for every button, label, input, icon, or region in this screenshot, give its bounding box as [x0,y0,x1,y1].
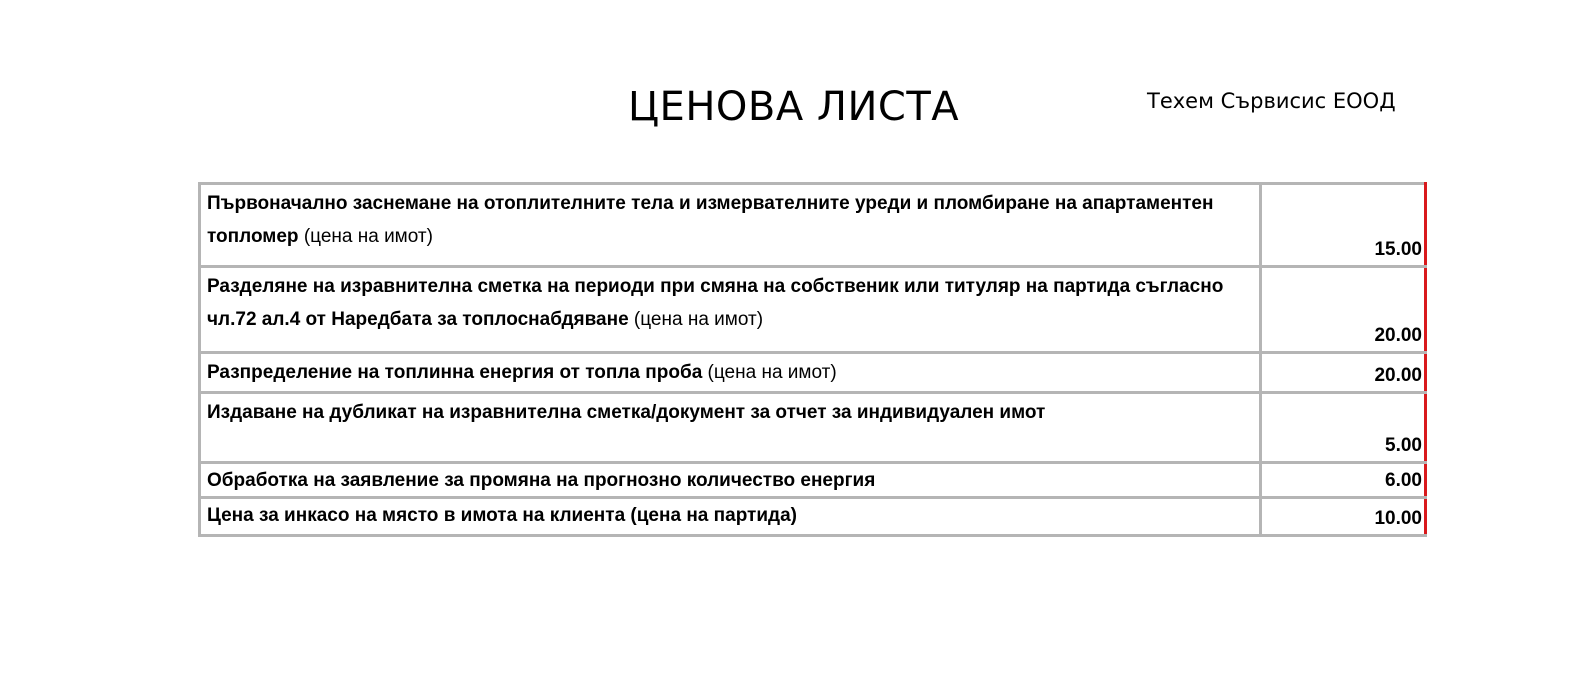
service-description [200,353,1261,393]
service-description [200,498,1261,536]
company-name: Техем Сървисис ЕООД [1147,89,1396,113]
price-list-table [198,182,1427,537]
service-note: (цена на имот) [702,362,837,383]
service-name: Обработка на заявление за промяна на прогнозно количество енергия [207,470,876,491]
page-title: ЦЕНОВА ЛИСТА [628,84,960,130]
service-description [200,393,1261,463]
service-name: Цена за инкасо на място в имота на клиента (цена на партида) [207,505,797,526]
service-name: Първоначално заснемане на отоплителните тела и измервателните уреди и пломбиране на апартаментен топломер [207,193,1214,247]
service-note: (цена на имот) [298,226,433,247]
service-price: 5.00 [1261,393,1426,463]
service-description [200,267,1261,353]
table-row [200,463,1426,498]
service-price: 20.00 [1261,267,1426,353]
service-name: Разделяне на изравнителна сметка на периоди при смяна на собственик или титуляр на партида съгласно чл.72 ал.4 от Наредбата за топлоснабдяване [207,276,1224,330]
table-row [200,498,1426,536]
service-name: Издаване на дубликат на изравнителна сметка/документ за отчет за индивидуален имот [207,402,1046,423]
table-row [200,267,1426,353]
service-note: (цена на имот) [628,309,764,330]
service-name: Разпределение на топлинна енергия от топла проба [207,362,703,383]
service-price: 20.00 [1261,353,1426,393]
service-description [200,184,1261,267]
table-row [200,353,1426,393]
table-row [200,184,1426,267]
service-price: 6.00 [1261,463,1426,498]
service-price: 10.00 [1261,498,1426,536]
table-row [200,393,1426,463]
service-description [200,463,1261,498]
service-price: 15.00 [1261,184,1426,267]
